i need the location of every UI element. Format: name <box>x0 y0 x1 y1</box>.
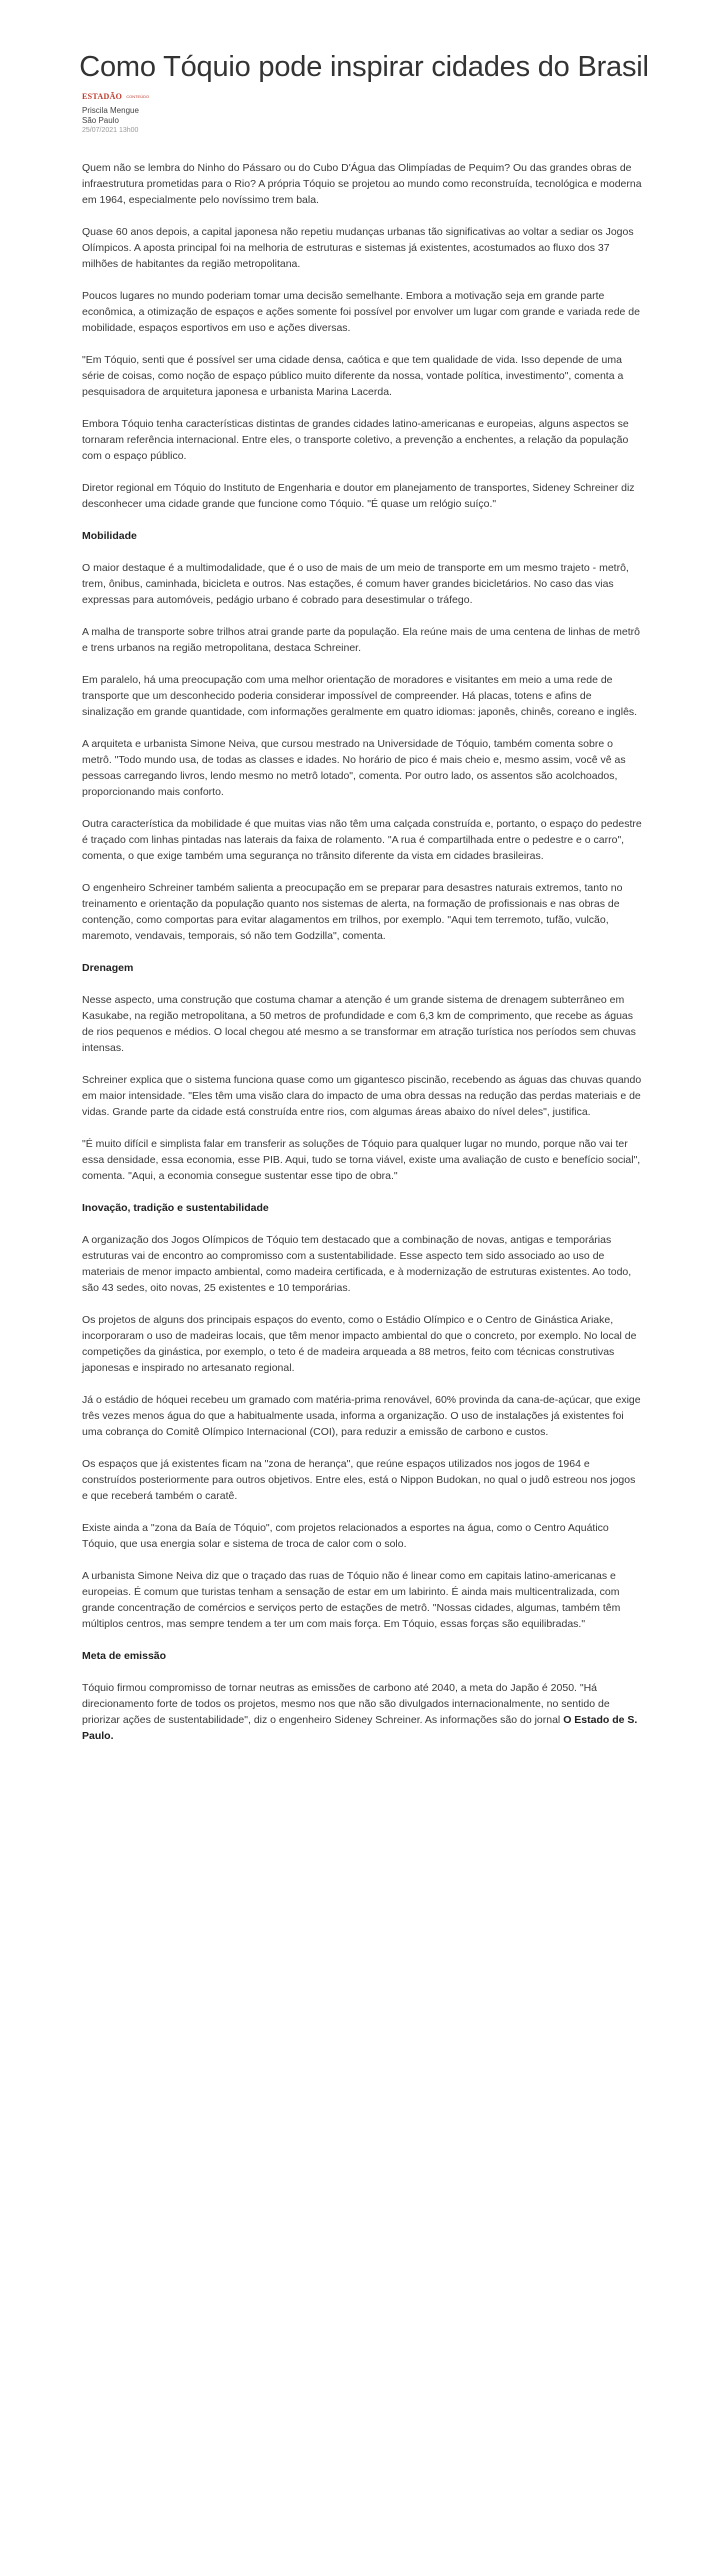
paragraph: Outra característica da mobilidade é que muitas vias não têm uma calçada construída e, portanto, o espaço do pedestre é traçado com linhas pintadas nas laterais da faixa de rolamento. "A rua é compartilhada entre o pedestre e o carro", comenta, o que exige também uma segurança no trânsito diferente da vista em cidades brasileiras. <box>82 818 642 862</box>
author-name: Priscila Mengue <box>82 106 139 115</box>
article-body <box>82 160 642 1760</box>
section-heading-mobilidade: Mobilidade <box>82 530 137 542</box>
source-newspaper-name: O Estado de S. Paulo. <box>82 1714 638 1742</box>
paragraph: Quase 60 anos depois, a capital japonesa não repetiu mudanças urbanas tão significativas ao voltar a sediar os Jogos Olímpicos. A aposta principal foi na melhoria de estruturas e sistemas já existentes, acostumados ao fluxo dos 37 milhões de habitantes da região metropolitana. <box>82 226 634 270</box>
paragraph-text: Tóquio firmou compromisso de tornar neutras as emissões de carbono até 2040, a meta do Japão é 2050. "Há direcionamento forte de todos os projetos, mesmo nos que não são divulgados internacionalmente, no sentido de priorizar ações de sustentabilidade", diz o engenheiro Sideney Schreiner. As informações são do jornal <box>82 1682 610 1726</box>
logo-subtext: CONTEÚDO <box>126 93 150 99</box>
paragraph: Nesse aspecto, uma construção que costuma chamar a atenção é um grande sistema de drenagem subterrâneo em Kasukabe, na região metropolitana, a 50 metros de profundidade e com 6,3 km de comprimento, que recebe as águas de rios pequenos e médios. O local chegou até mesmo a se transformar em atração turística nos períodos sem chuvas intensas. <box>82 994 636 1054</box>
paragraph: "Em Tóquio, senti que é possível ser uma cidade densa, caótica e que tem qualidade de vida. Isso depende de uma série de coisas, como noção de espaço público muito diferente da nossa, vontade política, investimento", comenta a pesquisadora de arquitetura japonesa e urbanista Marina Lacerda. <box>82 354 624 398</box>
paragraph: A urbanista Simone Neiva diz que o traçado das ruas de Tóquio não é linear como em capitais latino-americanas e europeias. É comum que turistas tenham a sensação de estar em um labirinto. É ainda mais multicentralizada, com grande concentração de comércios e serviços perto de estações de metrô. "Nossas cidades, algumas, também têm múltiplos centros, mas sempre tendem a ter um com mais força. Em Tóquio, essas forças são equilibradas." <box>82 1570 621 1630</box>
paragraph: A malha de transporte sobre trilhos atrai grande parte da população. Ela reúne mais de uma centena de linhas de metrô e trens urbanos na região metropolitana, destaca Schreiner. <box>82 626 641 654</box>
paragraph: Já o estádio de hóquei recebeu um gramado com matéria-prima renovável, 60% provinda da cana-de-açúcar, que exige três vezes menos água do que a habitualmente usada, informa a organização. O uso de instalações já existentes foi uma cobrança do Comitê Olímpico Internacional (COI), para reduzir a emissão de carbono e custos. <box>82 1394 641 1438</box>
logo-text: ESTADÃO <box>82 91 123 101</box>
paragraph: Embora Tóquio tenha características distintas de grandes cidades latino-americanas e europeias, alguns aspectos se tornaram referência internacional. Entre eles, o transporte coletivo, a prevenção a enchentes, a relação da população com o espaço público. <box>82 418 629 462</box>
section-heading-drenagem: Drenagem <box>82 962 134 974</box>
paragraph: Schreiner explica que o sistema funciona quase como um gigantesco piscinão, recebendo as águas das chuvas quando em maior intensidade. "Eles têm uma visão clara do impacto de uma obra dessas na redução das perdas materiais e de vidas. Grande parte da cidade está construída entre rios, com algumas áreas abaixo do nível deles", justifica. <box>82 1074 642 1118</box>
estadao-logo[interactable] <box>82 90 149 102</box>
paragraph: Existe ainda a "zona da Baía de Tóquio", com projetos relacionados a esportes na água, como o Centro Aquático Tóquio, que usa energia solar e sistema de troca de calor com o solo. <box>82 1522 609 1550</box>
paragraph: Os espaços que já existentes ficam na "zona de herança", que reúne espaços utilizados nos jogos de 1964 e construídos posteriormente para outros objetivos. Entre eles, está o Nippon Budokan, no qual o judô estreou nos jogos e que receberá também o caratê. <box>82 1458 636 1502</box>
paragraph-last <box>82 1680 642 1744</box>
paragraph: Poucos lugares no mundo poderiam tomar uma decisão semelhante. Embora a motivação seja em grande parte econômica, a otimização de espaços e ações somente foi possível por envolver um lugar com grande e variada rede de mobilidade, espaços esportivos em uso e ações diversas. <box>82 290 640 334</box>
paragraph: Quem não se lembra do Ninho do Pássaro ou do Cubo D'Água das Olimpíadas de Pequim? Ou das grandes obras de infraestrutura prometidas para o Rio? A própria Tóquio se projetou ao mundo como reconstruída, tecnológica e moderna em 1964, especialmente pelo novíssimo trem bala. <box>82 162 642 206</box>
byline <box>82 90 149 136</box>
paragraph: O engenheiro Schreiner também salienta a preocupação em se preparar para desastres naturais extremos, tanto no treinamento e orientação da população quanto nos sistemas de alerta, na formação de profissionais e nas obras de contenção, como comportas para evitar alagamentos em trilhos, por exemplo. "Aqui tem terremoto, tufão, vulcão, maremoto, vendavais, temporais, só não tem Godzilla", comenta. <box>82 882 623 942</box>
paragraph: Os projetos de alguns dos principais espaços do evento, como o Estádio Olímpico e o Centro de Ginástica Ariake, incorporaram o uso de madeiras locais, que têm menor impacto ambiental do que o concreto, por exemplo. No local de competições da ginástica, por exemplo, o teto é de madeira arqueada a 88 metros, feito com técnicas construtivas japonesas e inspirado no artesanato regional. <box>82 1314 637 1374</box>
section-heading-inovacao: Inovação, tradição e sustentabilidade <box>82 1202 269 1214</box>
publish-date: 25/07/2021 13h00 <box>82 127 139 134</box>
paragraph: "É muito difícil e simplista falar em transferir as soluções de Tóquio para qualquer lugar no mundo, porque não vai ter essa densidade, essa economia, esse PIB. Aqui, tudo se torna viável, existe uma avaliação de custo e benefício social", comenta. "Aqui, a economia consegue sustentar esse tipo de obra." <box>82 1138 641 1182</box>
paragraph: Diretor regional em Tóquio do Instituto de Engenharia e doutor em planejamento de transportes, Sideney Schreiner diz desconhecer uma cidade grande que funcione como Tóquio. "É quase um relógio suíço." <box>82 482 635 510</box>
paragraph: O maior destaque é a multimodalidade, que é o uso de mais de um meio de transporte em um mesmo trajeto - metrô, trem, ônibus, caminhada, bicicleta e outros. Nas estações, é comum haver grandes bicicletários. No caso das vias expressas para automóveis, pedágio urbano é cobrado para desestimular o tráfego. <box>82 562 629 606</box>
paragraph: A organização dos Jogos Olímpicos de Tóquio tem destacado que a combinação de novas, antigas e temporárias estruturas vai de encontro ao compromisso com a sustentabilidade. Esse aspecto tem sido associado ao uso de materiais de menor impacto ambiental, como madeira certificada, e à modernização de estruturas existentes. Ao todo, são 43 sedes, oito novas, 25 existentes e 10 temporárias. <box>82 1234 632 1294</box>
paragraph: Em paralelo, há uma preocupação com uma melhor orientação de moradores e visitantes em meio a uma rede de transporte que um desconhecido poderia considerar impossível de compreender. Há placas, totens e afins de sinalização em grande quantidade, com informações geralmente em quatro idiomas: japonês, chinês, coreano e inglês. <box>82 674 638 718</box>
section-heading-meta: Meta de emissão <box>82 1650 167 1662</box>
paragraph: A arquiteta e urbanista Simone Neiva, que cursou mestrado na Universidade de Tóquio, também comenta sobre o metrô. "Todo mundo usa, de todas as classes e idades. No horário de pico é mais cheio e, mesmo assim, você vê as pessoas carregando livros, lendo mesmo no metrô lotado", comenta. Por outro lado, os assentos são acolchoados, proporcionando mais conforto. <box>82 738 626 798</box>
article-title: Como Tóquio pode inspirar cidades do Brasil <box>79 51 649 84</box>
author-location: São Paulo <box>82 116 119 125</box>
